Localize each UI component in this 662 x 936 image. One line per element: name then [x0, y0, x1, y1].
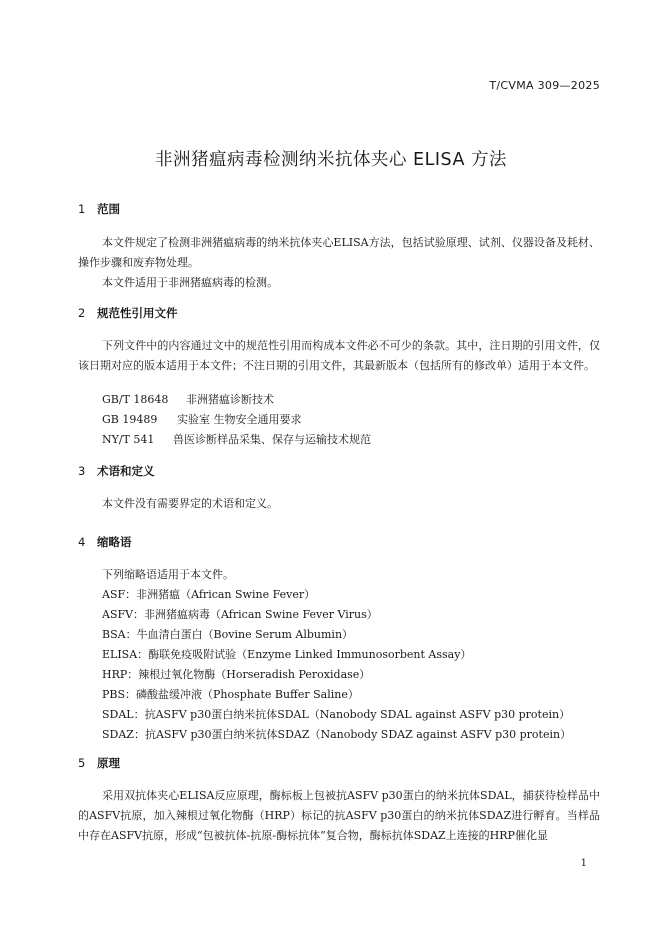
reference-name: 实验室 生物安全通用要求 — [177, 413, 302, 426]
abbreviation-item: ASF：非洲猪瘟（African Swine Fever） — [102, 588, 316, 601]
reference-item — [102, 411, 302, 427]
abbreviation-item: BSA：牛血清白蛋白（Bovine Serum Albumin） — [102, 628, 354, 641]
section-number: 3 — [78, 464, 86, 478]
reference-name: 非洲猪瘟诊断技术 — [186, 393, 274, 406]
reference-code: NY/T 541 — [102, 433, 155, 446]
paragraph: 本文件没有需要界定的术语和定义。 — [102, 497, 278, 510]
section-1-body — [78, 233, 600, 293]
section-2-heading — [78, 305, 178, 321]
section-title: 原理 — [97, 756, 120, 770]
section-number: 5 — [78, 756, 86, 770]
abbreviation-item: SDAZ：抗ASFV p30蛋白纳米抗体SDAZ（Nanobody SDAZ against ASFV p30 protein） — [102, 728, 572, 741]
paragraph: 下列文件中的内容通过文中的规范性引用而构成本文件必不可少的条款。其中，注日期的引用文件，仅该日期对应的版本适用于本文件；不注日期的引用文件，其最新版本（包括所有的修改单）适用于本文件。 — [78, 339, 600, 372]
reference-item — [102, 391, 274, 407]
section-1-heading — [78, 201, 120, 217]
page-number: 1 — [580, 858, 587, 869]
abbreviation-item: ASFV：非洲猪瘟病毒（African Swine Fever Virus） — [102, 608, 378, 621]
abbreviation-item: PBS：磷酸盐缓冲液（Phosphate Buffer Saline） — [102, 688, 359, 701]
section-title: 术语和定义 — [97, 464, 155, 478]
section-number: 4 — [78, 535, 86, 549]
paragraph: 采用双抗体夹心ELISA反应原理，酶标板上包被抗ASFV p30蛋白的纳米抗体SDAL，捕获待检样品中的ASFV抗原，加入辣根过氧化物酶（HRP）标记的抗ASFV p30蛋白的纳米抗体SDAZ进行孵育。当样品中存在ASFV抗原，形成“包被抗体-抗原-酶标抗体”复合物，酶标抗体SDAZ上连接的HRP催化显 — [78, 789, 600, 842]
section-title: 范围 — [97, 202, 120, 216]
section-title: 规范性引用文件 — [97, 306, 178, 320]
reference-code: GB 19489 — [102, 413, 158, 426]
document-code: T/CVMA 309—2025 — [489, 79, 600, 92]
section-5-body — [78, 786, 600, 846]
paragraph: 本文件规定了检测非洲猪瘟病毒的纳米抗体夹心ELISA方法，包括试验原理、试剂、仪器设备及耗材、操作步骤和废弃物处理。 — [78, 236, 600, 269]
reference-item — [102, 431, 371, 447]
reference-name: 兽医诊断样品采集、保存与运输技术规范 — [173, 433, 371, 446]
abbreviation-intro: 下列缩略语适用于本文件。 — [102, 568, 234, 581]
abbreviation-item: HRP：辣根过氧化物酶（Horseradish Peroxidase） — [102, 668, 371, 681]
section-2-intro — [78, 336, 600, 376]
section-4-heading — [78, 534, 132, 550]
abbreviation-item: ELISA：酶联免疫吸附试验（Enzyme Linked Immunosorbent Assay） — [102, 648, 472, 661]
section-3-body — [78, 494, 600, 514]
abbreviation-item: SDAL：抗ASFV p30蛋白纳米抗体SDAL（Nanobody SDAL against ASFV p30 protein） — [102, 708, 571, 721]
reference-code: GB/T 18648 — [102, 393, 169, 406]
section-3-heading — [78, 463, 155, 479]
section-number: 2 — [78, 306, 86, 320]
section-number: 1 — [78, 202, 86, 216]
section-5-heading — [78, 755, 120, 771]
document-title: 非洲猪瘟病毒检测纳米抗体夹心 ELISA 方法 — [155, 150, 507, 170]
section-title: 缩略语 — [97, 535, 132, 549]
paragraph: 本文件适用于非洲猪瘟病毒的检测。 — [102, 276, 278, 289]
